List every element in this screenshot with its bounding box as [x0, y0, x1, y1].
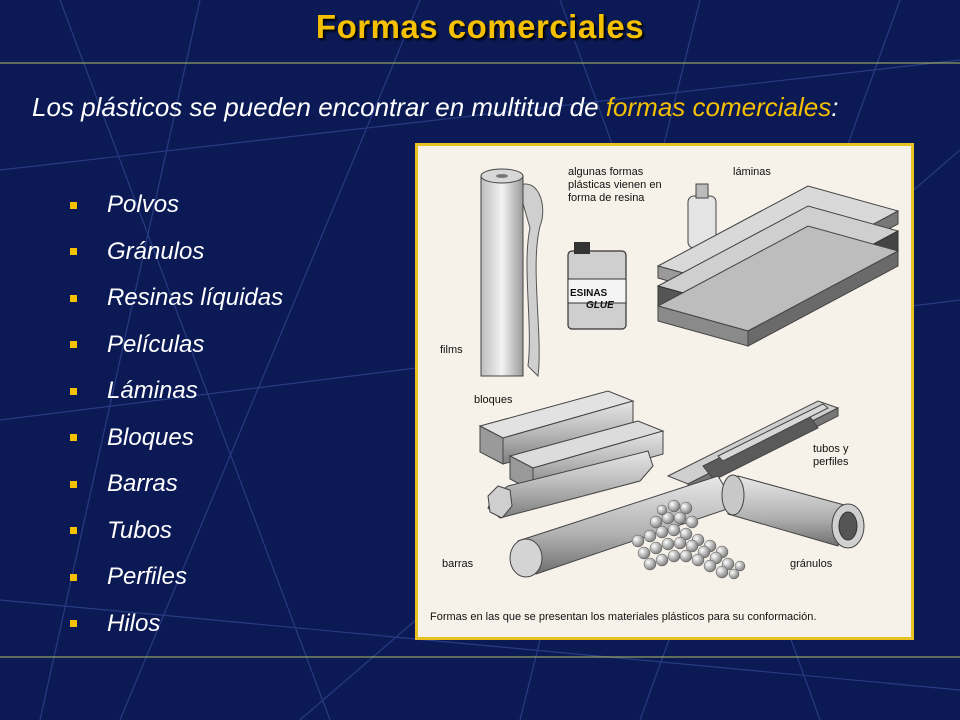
bullet-item	[70, 182, 283, 229]
plastic-forms-illustration	[415, 143, 914, 640]
bullet-item	[70, 275, 283, 322]
jug-label-text-2: GLUE	[586, 300, 614, 311]
bullet-text: Perfiles	[107, 563, 188, 591]
bullet-square-icon	[70, 202, 77, 209]
bullet-item	[70, 322, 283, 369]
bullet-square-icon	[70, 295, 77, 302]
label-tubos-1: tubos y	[813, 443, 849, 455]
label-bloques: bloques	[474, 394, 513, 406]
intro-text	[32, 90, 922, 124]
bullet-text: Bloques	[107, 423, 194, 451]
bullet-text: Hilos	[107, 609, 161, 637]
bullet-list	[70, 182, 283, 647]
label-tubos-2: perfiles	[813, 456, 849, 468]
intro-end: :	[831, 92, 839, 122]
bullet-item	[70, 415, 283, 462]
jug-label-text-1: ESINAS	[570, 288, 608, 299]
label-resina-1: algunas formas	[568, 166, 644, 178]
film-roll	[481, 169, 543, 376]
bullet-text: Resinas líquidas	[107, 284, 284, 312]
bullet-item	[70, 554, 283, 601]
bullet-square-icon	[70, 248, 77, 255]
illustration-drawing	[418, 146, 911, 637]
bullet-item	[70, 508, 283, 555]
label-films: films	[440, 344, 463, 356]
slide-title: Formas comerciales	[315, 8, 645, 45]
bullet-text: Barras	[107, 470, 178, 498]
bullet-text: Polvos	[107, 191, 180, 219]
intro-highlight: formas comerciales	[605, 92, 832, 122]
label-barras: barras	[442, 558, 474, 570]
bullet-square-icon	[70, 388, 77, 395]
bullet-item	[70, 461, 283, 508]
plastic-tube	[722, 475, 864, 548]
figure-caption: Formas en las que se presentan los materiales plásticos para su conformación.	[430, 611, 817, 623]
label-resina-2: plásticas vienen en	[568, 179, 662, 191]
bullet-square-icon	[70, 574, 77, 581]
label-granulos: gránulos	[790, 558, 833, 570]
bullet-square-icon	[70, 481, 77, 488]
bullet-square-icon	[70, 434, 77, 441]
label-resina-3: forma de resina	[568, 192, 645, 204]
label-laminas: láminas	[733, 166, 771, 178]
bullet-text: Películas	[107, 330, 205, 358]
bullet-item	[70, 368, 283, 415]
bullet-square-icon	[70, 620, 77, 627]
bullet-square-icon	[70, 341, 77, 348]
intro-main: Los plásticos se pueden encontrar en multitud de	[32, 92, 606, 122]
bullet-text: Gránulos	[107, 237, 205, 265]
bullet-text: Tubos	[107, 516, 172, 544]
bullet-text: Láminas	[107, 377, 198, 405]
resin-jug	[568, 242, 626, 329]
bullet-item	[70, 229, 283, 276]
bullet-square-icon	[70, 527, 77, 534]
bullet-item	[70, 601, 283, 648]
